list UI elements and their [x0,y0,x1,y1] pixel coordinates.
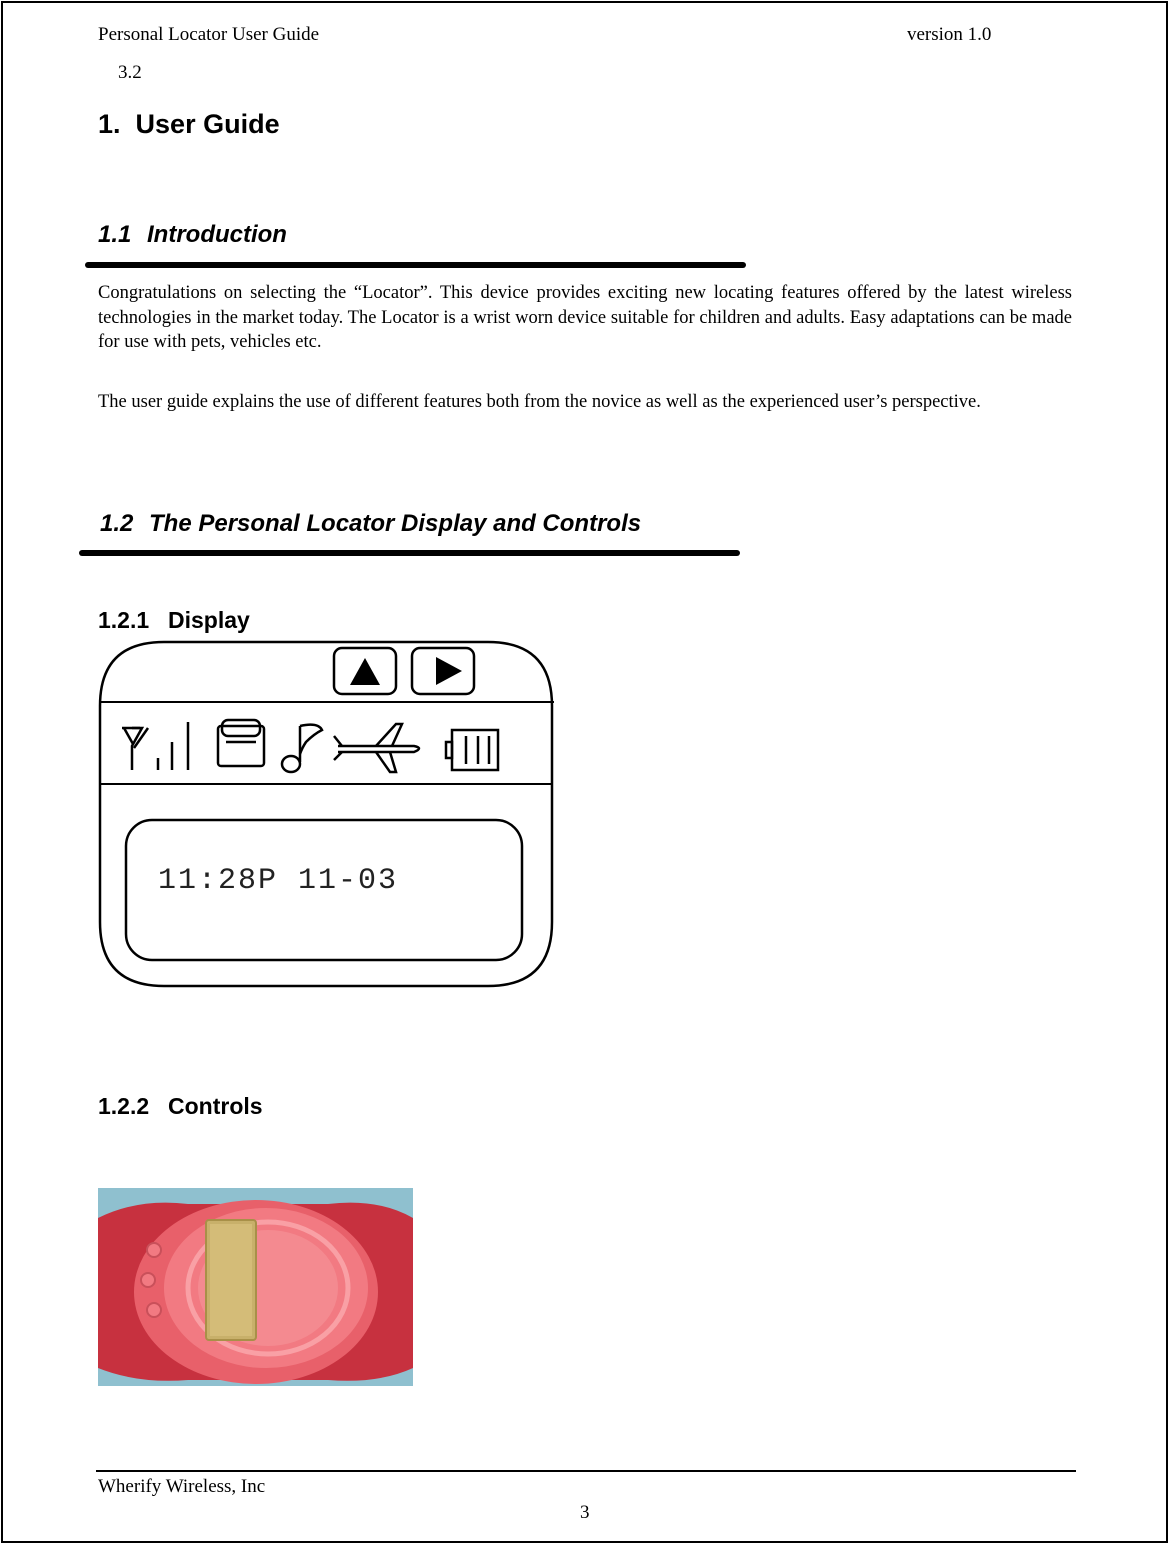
display-illustration [96,638,556,990]
footer-rule [96,1470,1076,1472]
section-title: Display [168,607,250,633]
section-1-2-heading [100,510,641,538]
section-title: User Guide [135,109,280,139]
music-note-icon [282,725,322,772]
section-title: Introduction [147,221,287,248]
section-title: The Personal Locator Display and Controls [149,510,642,537]
intro-paragraph-1: Congratulations on selecting the “Locator”. This device provides exciting new locating features offered by the latest wireless technologies in the market today. The Locator is a wrist worn device suitable for children and adults. Easy adaptations can be made for use with pets, vehicles etc. [98,283,1072,352]
page-number: 3 [580,1502,590,1523]
side-button-icon [147,1243,161,1257]
section-underline [85,262,746,268]
section-number: 1.2.2 [98,1093,150,1119]
section-1-2-1-heading [98,607,250,634]
intro-paragraph-2: The user guide explains the use of different features both from the novice as well as the experienced user’s perspective. [98,392,981,412]
signal-icon [122,722,188,770]
footer-company: Wherify Wireless, Inc [98,1476,266,1497]
side-button-icon [141,1273,155,1287]
controls-photo [98,1188,413,1386]
header-subversion: 3.2 [118,62,142,83]
header-title: Personal Locator User Guide [98,24,320,45]
lcd-time-date: 11:28P 11-03 [158,864,399,898]
display-frame [100,642,552,986]
section-1-2-2-heading [98,1093,263,1120]
section-1-heading [98,109,280,140]
right-arrow-icon [412,648,474,694]
section-1-1-heading [98,221,287,249]
device-screen-glare [210,1224,252,1336]
battery-icon [446,730,498,770]
section-number: 1.1 [98,221,132,248]
section-underline [79,550,740,556]
header-version: version 1.0 [907,24,992,45]
section-title: Controls [168,1093,263,1119]
side-button-icon [147,1303,161,1317]
airplane-icon [334,724,419,772]
up-arrow-icon [334,648,396,694]
section-number: 1.2 [100,510,134,537]
message-icon [218,720,264,766]
section-number: 1.2.1 [98,607,150,633]
section-number: 1. [98,109,121,139]
